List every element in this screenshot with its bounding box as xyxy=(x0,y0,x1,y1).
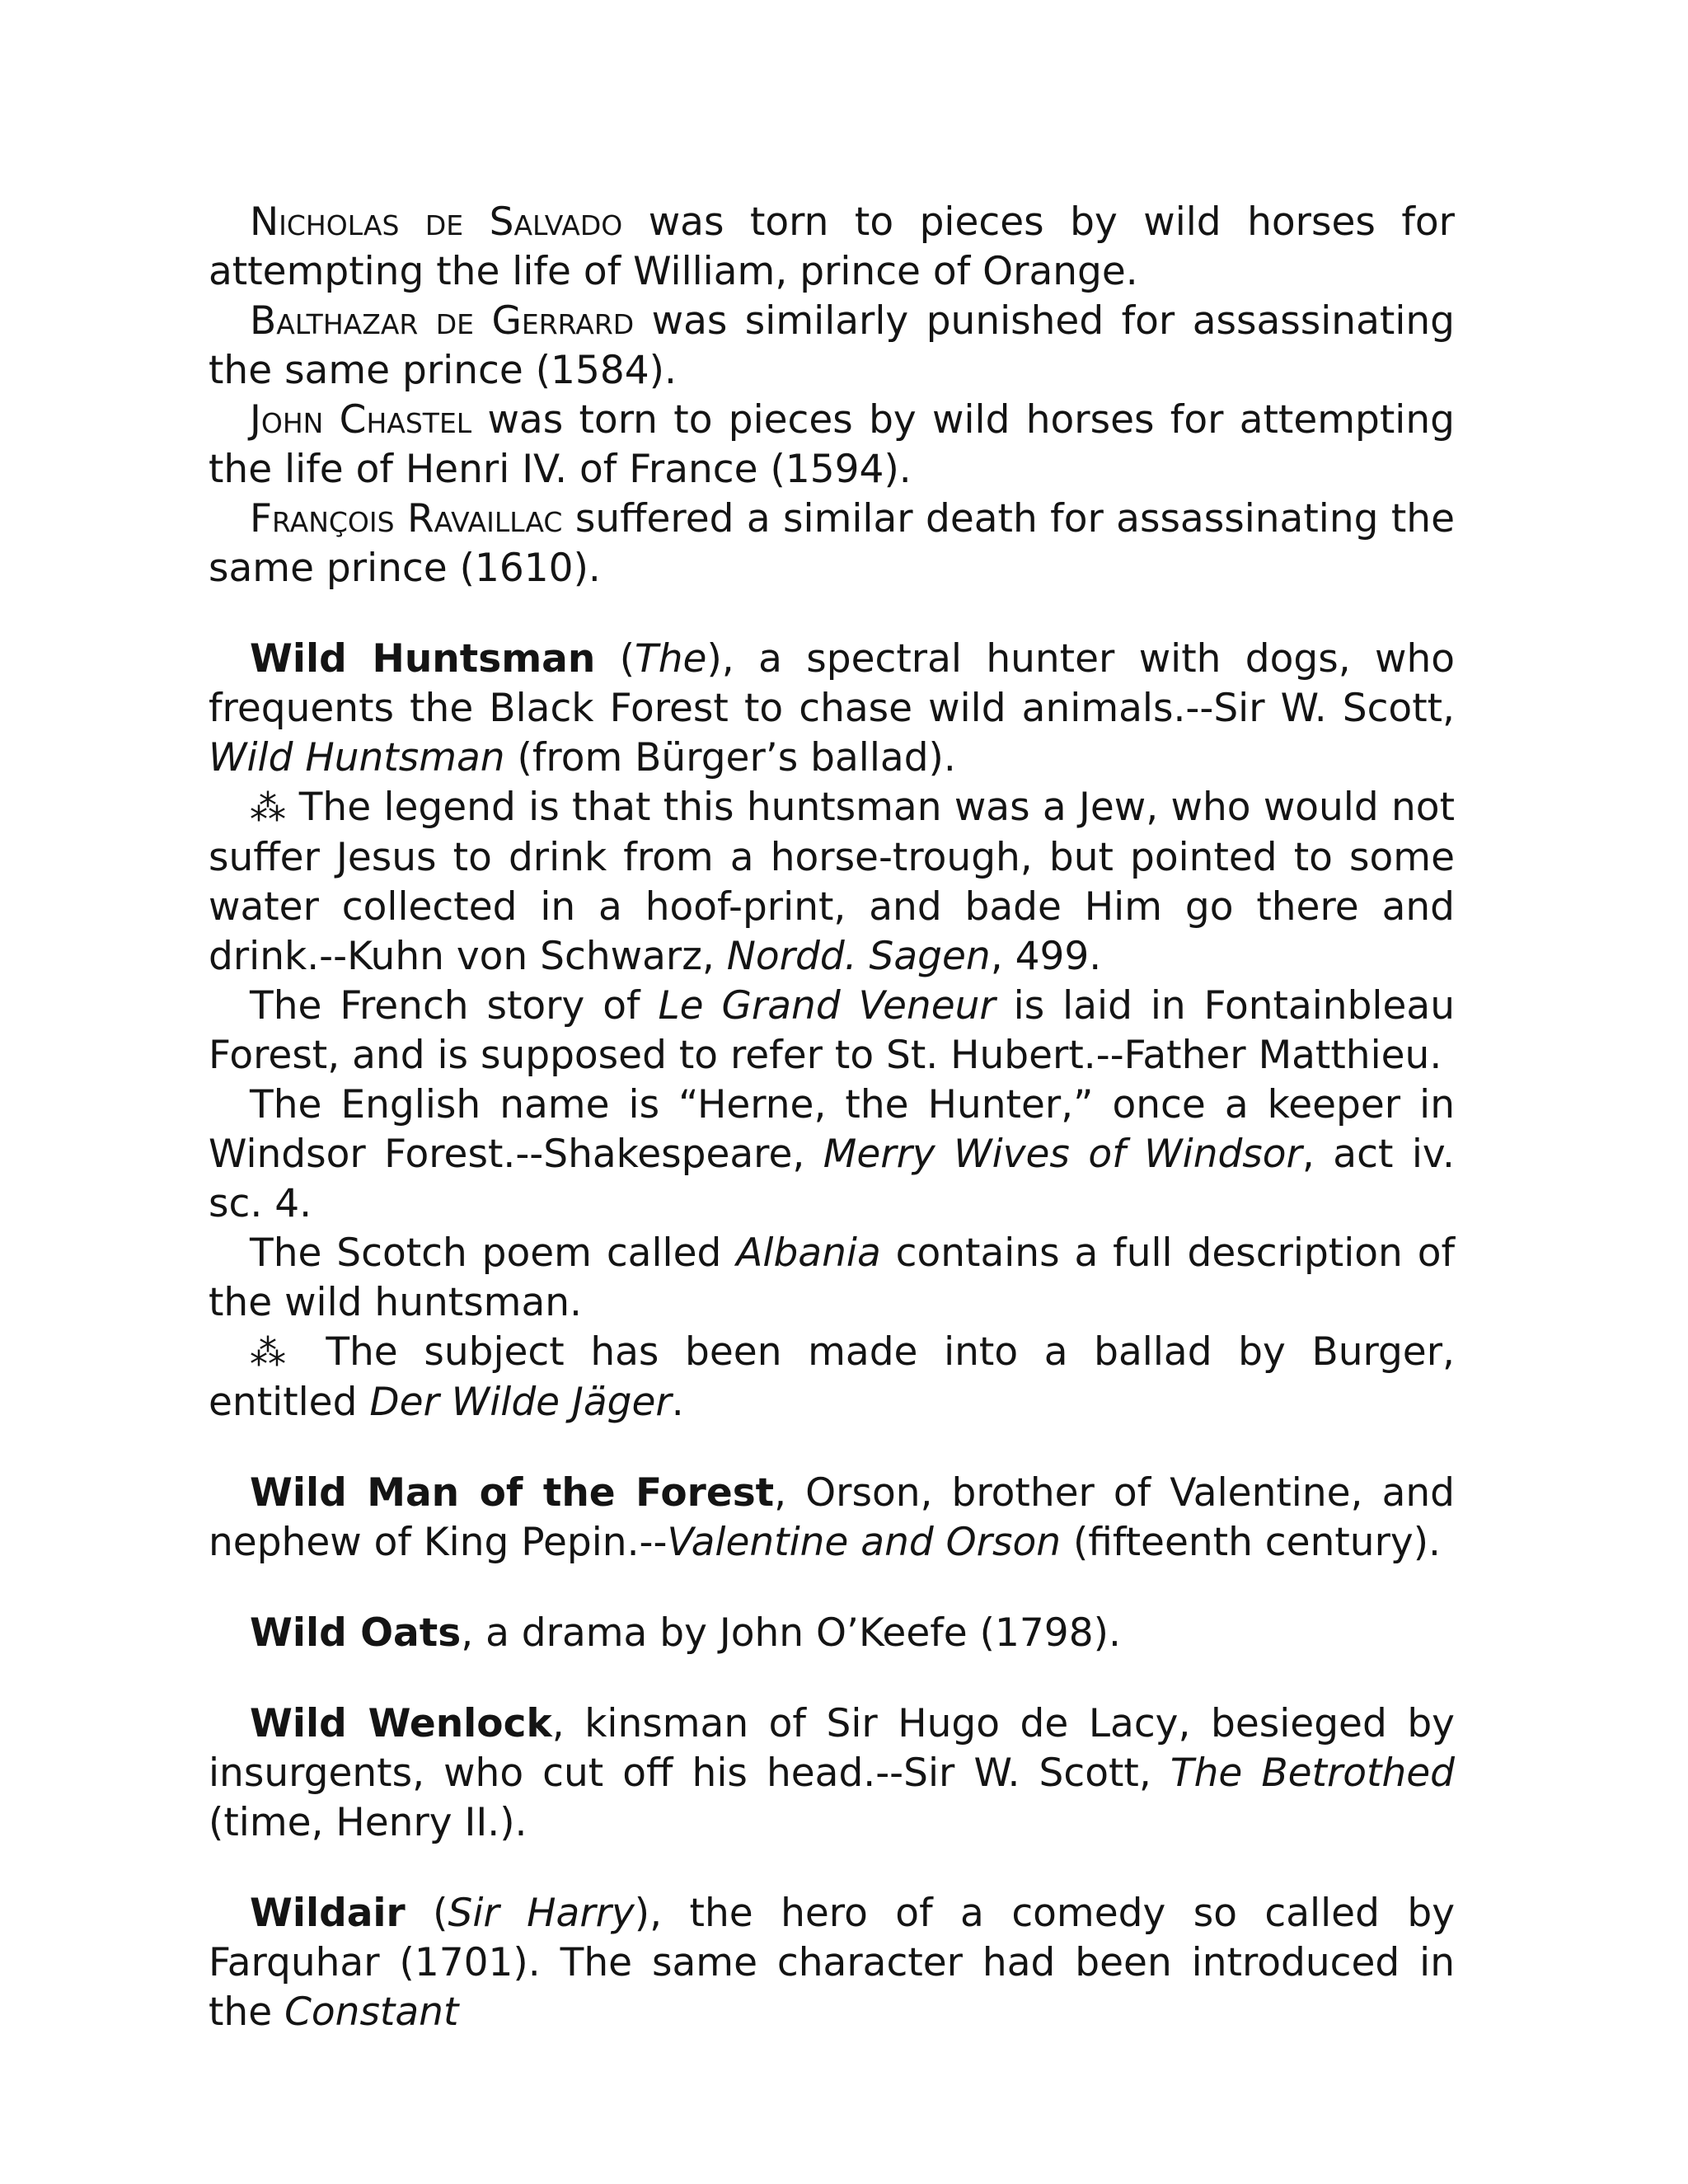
text-run: ), the hero of a comedy so called by Farquhar (1701). The same character had been introduced in the xyxy=(209,1891,1456,2035)
text-run: (time, Henry II.). xyxy=(209,1800,528,1845)
text-run: ), a spectral hunter with dogs, who frequents the Black Forest to chase wild animals.--Sir W. Scott, xyxy=(209,636,1455,731)
text-run: ( xyxy=(595,636,635,682)
italic-title: Der Wilde Jäger xyxy=(369,1380,672,1425)
headword: Wild Wenlock xyxy=(250,1701,552,1746)
dictionary-entry xyxy=(209,1469,1455,1568)
text-run: is laid in Fontainbleau Forest, and is supposed to refer to St. Hubert.--Father Matthieu. xyxy=(209,983,1455,1078)
entry-separator xyxy=(209,1568,1455,1609)
document-page xyxy=(209,198,1455,2037)
entry-separator xyxy=(209,1427,1455,1469)
asterism-mark: ⁂ xyxy=(250,787,287,829)
italic-title: Constant xyxy=(284,1990,459,2035)
text-run: . xyxy=(671,1380,684,1425)
italic-title: Sir Harry xyxy=(448,1891,635,1936)
italic-title: Wild Huntsman xyxy=(209,735,505,780)
text-run: , act iv. sc. 4. xyxy=(209,1132,1455,1226)
person-name: Nicholas de Salvado xyxy=(250,199,623,245)
text-run: The subject has been made into a ballad by Burger, entitled xyxy=(209,1329,1455,1425)
italic-title: Merry Wives of Windsor xyxy=(823,1132,1302,1177)
text-run: contains a full description of the wild huntsman. xyxy=(209,1230,1455,1325)
italic-title: The Betrothed xyxy=(1170,1750,1455,1796)
entry-paragraph xyxy=(209,1889,1455,2037)
text-run: suffered a similar death for assassinating the same prince (1610). xyxy=(209,496,1455,591)
italic-title: Le Grand Veneur xyxy=(658,983,996,1029)
text-run: The legend is that this huntsman was a Jew, who would not suffer Jesus to drink from a horse-trough, but pointed to some water collected in a hoof-print, and bade Him go there and drink.--Kuhn von Schwarz, xyxy=(209,785,1455,979)
italic-title: Valentine and Orson xyxy=(667,1520,1061,1565)
entry-paragraph xyxy=(209,494,1455,593)
headword: Wildair xyxy=(250,1891,406,1936)
person-name: John Chastel xyxy=(250,397,472,443)
text-run: was similarly punished for assassinating the same prince (1584). xyxy=(209,298,1456,393)
dictionary-entry xyxy=(209,1889,1455,2037)
entry-paragraph xyxy=(209,1609,1455,1658)
entry-paragraph xyxy=(209,1328,1455,1427)
person-name: François Ravaillac xyxy=(250,496,563,541)
entry-separator xyxy=(209,1848,1455,1889)
text-run: , 499. xyxy=(990,934,1102,979)
text-run: (fifteenth century). xyxy=(1061,1520,1441,1565)
entry-paragraph xyxy=(209,783,1455,982)
entry-paragraph xyxy=(209,1080,1455,1229)
text-run: ( xyxy=(405,1891,448,1936)
entry-separator xyxy=(209,593,1455,635)
dictionary-entry xyxy=(209,1699,1455,1848)
text-run: , kinsman of Sir Hugo de Lacy, besieged by insurgents, who cut off his head.--Sir W. Scott, xyxy=(209,1701,1455,1796)
dictionary-entry xyxy=(209,635,1455,1427)
text-run: , Orson, brother of Valentine, and nephew of King Pepin.-- xyxy=(209,1470,1455,1565)
entry-paragraph xyxy=(209,635,1455,783)
italic-title: Albania xyxy=(736,1230,881,1276)
headword: Wild Oats xyxy=(250,1610,462,1656)
entry-paragraph xyxy=(209,1229,1455,1328)
asterism-mark: ⁂ xyxy=(250,1332,300,1374)
headword: Wild Man of the Forest xyxy=(250,1470,775,1516)
text-run: was torn to pieces by wild horses for attempting the life of William, prince of Orange. xyxy=(209,199,1456,294)
dictionary-entry xyxy=(209,1609,1455,1658)
entry-paragraph xyxy=(209,1469,1455,1568)
dictionary-entry xyxy=(209,198,1455,593)
italic-title: Nordd. Sagen xyxy=(726,934,991,979)
text-run: , a drama by John O’Keefe (1798). xyxy=(461,1610,1121,1656)
text-run: The French story of xyxy=(250,983,659,1029)
text-run: The Scotch poem called xyxy=(250,1230,737,1276)
text-run: (from Bürger’s ballad). xyxy=(504,735,956,780)
text-run: was torn to pieces by wild horses for attempting the life of Henri IV. of France (1594). xyxy=(209,397,1455,492)
entry-paragraph xyxy=(209,1699,1455,1848)
italic-title: The xyxy=(635,636,707,682)
entry-paragraph xyxy=(209,396,1455,494)
entry-paragraph xyxy=(209,297,1455,396)
entry-paragraph xyxy=(209,982,1455,1080)
entry-separator xyxy=(209,1658,1455,1699)
entry-paragraph xyxy=(209,198,1455,297)
headword: Wild Huntsman xyxy=(250,636,596,682)
person-name: Balthazar de Gerrard xyxy=(250,298,635,344)
text-run: The English name is “Herne, the Hunter,” once a keeper in Windsor Forest.--Shakespeare, xyxy=(209,1082,1455,1177)
